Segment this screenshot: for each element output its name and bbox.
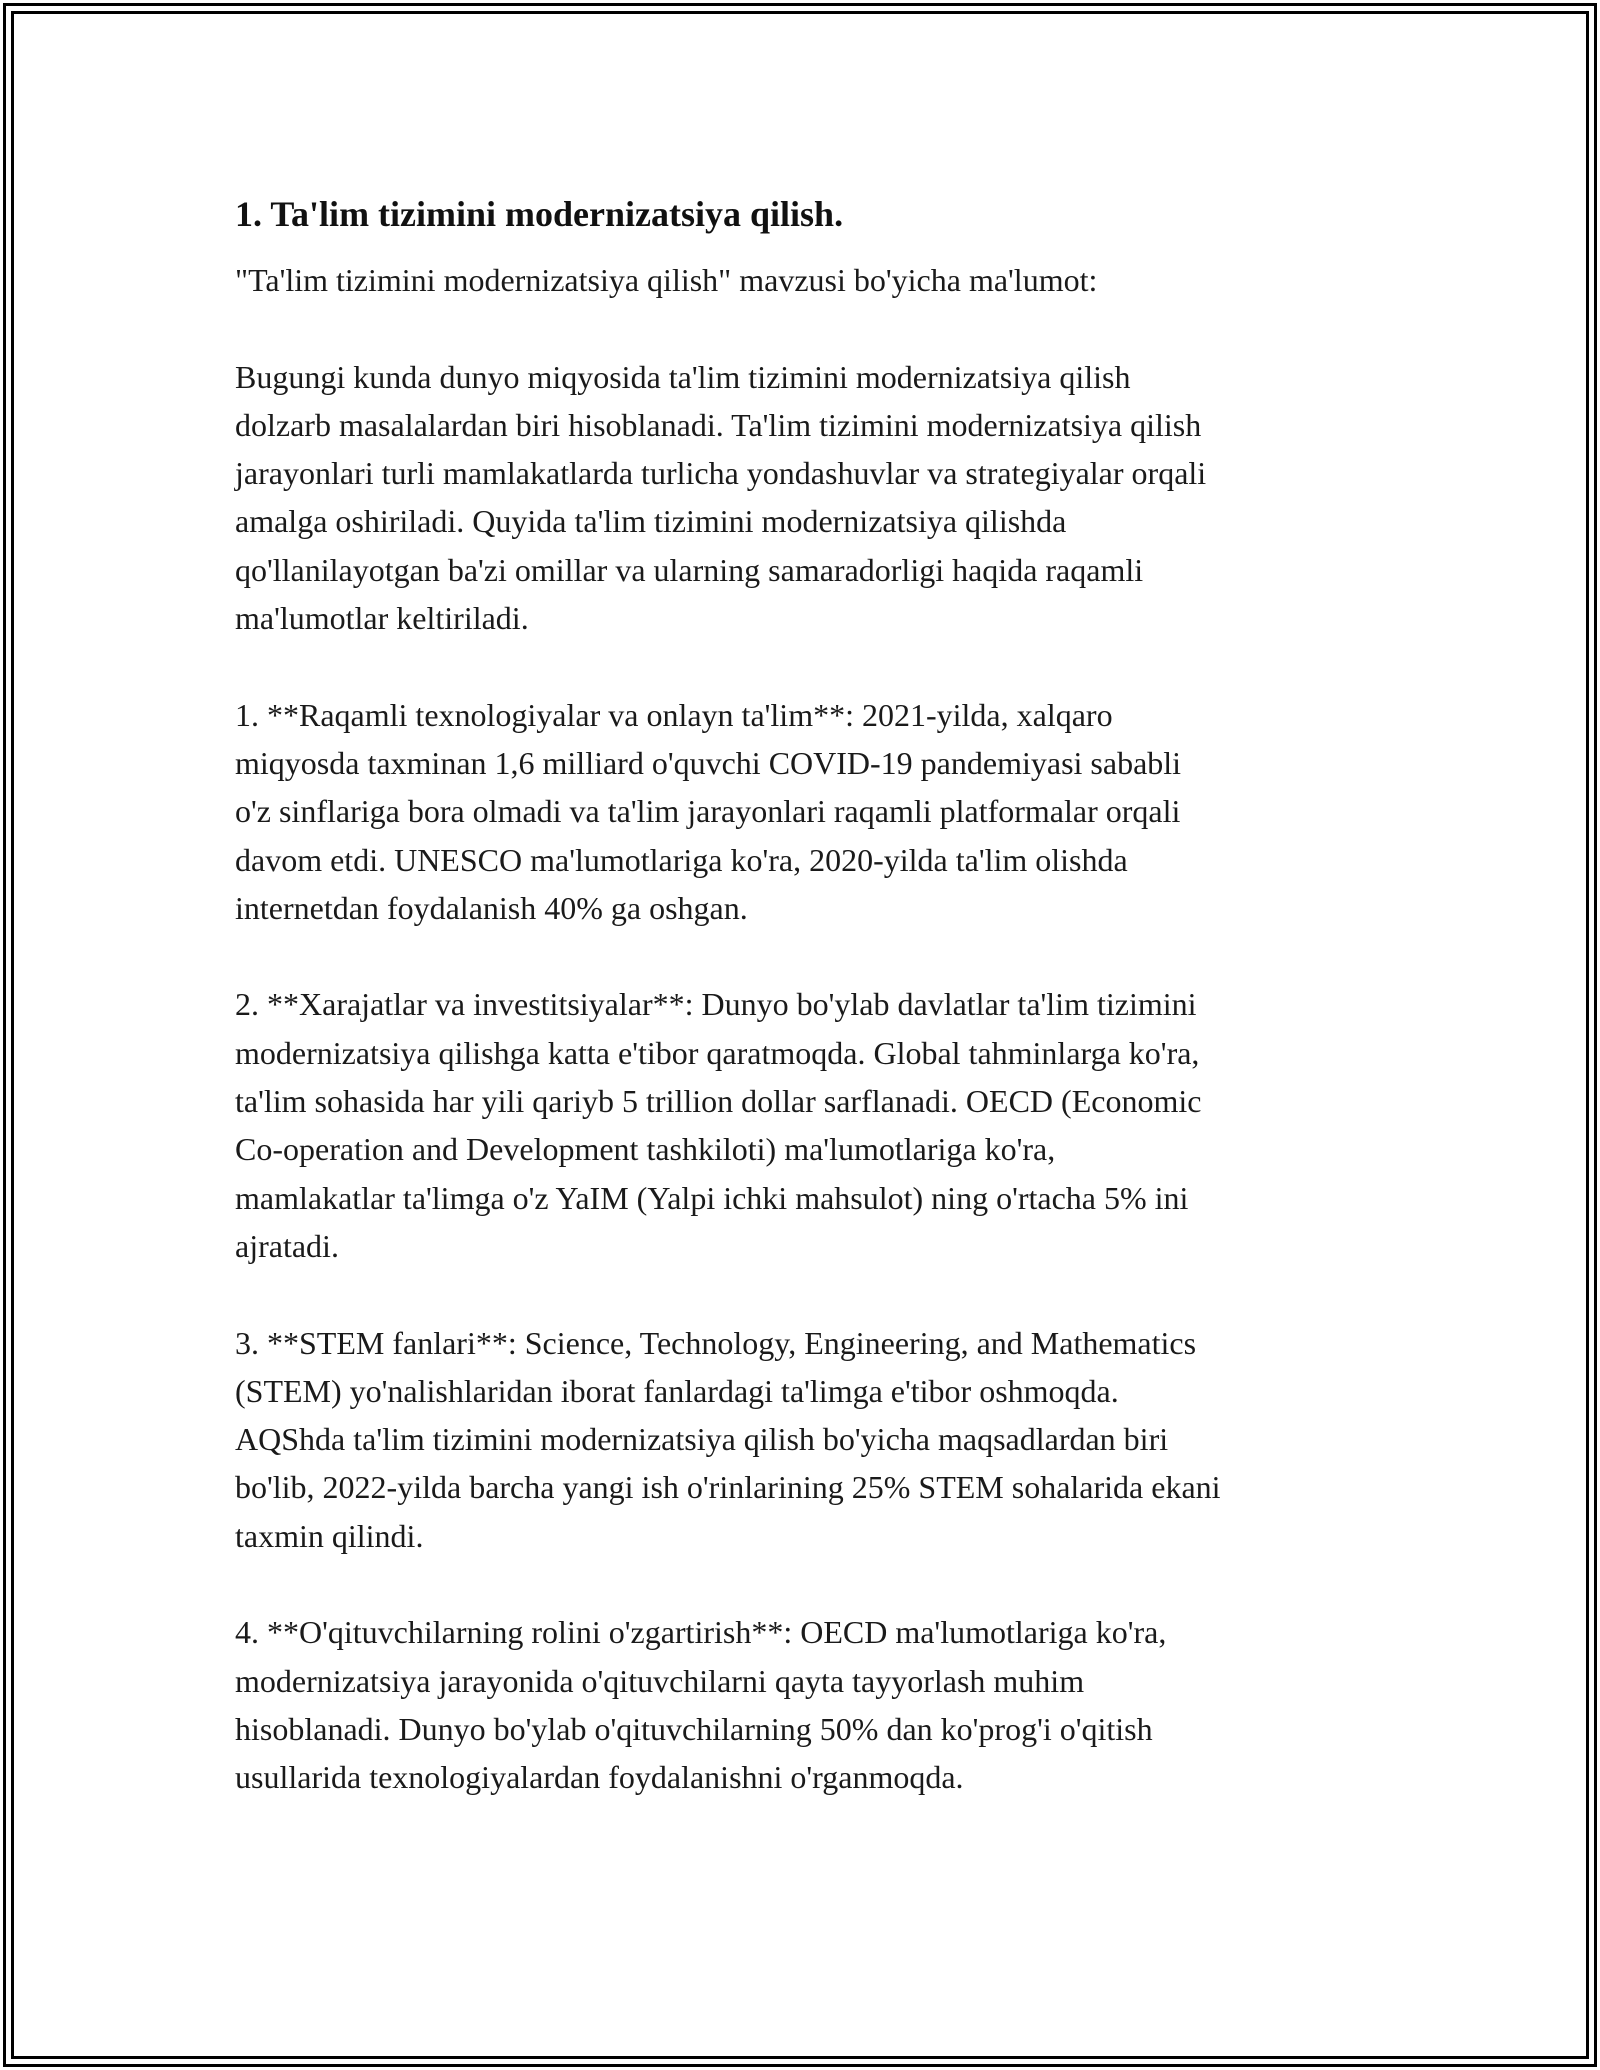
text-line: 3. **STEM fanlari**: Science, Technology, Engineering, and Mathematics (235, 1324, 1197, 1361)
text-line: Bugungi kunda dunyo miqyosida ta'lim tizimini modernizatsiya qilish (235, 358, 1131, 395)
text-line: hisoblanadi. Dunyo bo'ylab o'qituvchilarning 50% dan ko'prog'i o'qitish (235, 1710, 1153, 1747)
text-line: jarayonlari turli mamlakatlarda turlicha yondashuvlar va strategiyalar orqali (235, 455, 1207, 492)
list-item-1-paragraph (235, 691, 1385, 932)
text-line: ta'lim sohasida har yili qariyb 5 trillion dollar sarflanadi. OECD (Economic (235, 1083, 1202, 1120)
intro-paragraph (235, 256, 1385, 304)
text-line: taxmin qilindi. (235, 1517, 424, 1554)
text-line: o'z sinflariga bora olmadi va ta'lim jarayonlari raqamli platformalar orqali (235, 793, 1181, 830)
text-line: modernizatsiya jarayonida o'qituvchilarni qayta tayyorlash muhim (235, 1662, 1085, 1699)
list-item-2-paragraph (235, 980, 1385, 1270)
text-line: (STEM) yo'nalishlaridan iborat fanlardagi ta'limga e'tibor oshmoqda. (235, 1372, 1119, 1409)
text-line: miqyosda taxminan 1,6 milliard o'quvchi COVID-19 pandemiyasi sababli (235, 744, 1182, 781)
text-line: bo'lib, 2022-yilda barcha yangi ish o'rinlarining 25% STEM sohalarida ekani (235, 1469, 1221, 1506)
list-item-4-paragraph (235, 1608, 1385, 1801)
text-line: 4. **O'qituvchilarning rolini o'zgartirish**: OECD ma'lumotlariga ko'ra, (235, 1614, 1167, 1651)
text-line: 1. **Raqamli texnologiyalar va onlayn ta'lim**: 2021-yilda, xalqaro (235, 696, 1113, 733)
text-line: ma'lumotlar keltiriladi. (235, 600, 529, 637)
text-line: amalga oshiriladi. Quyida ta'lim tizimini modernizatsiya qilishda (235, 503, 1067, 540)
text-line: Co-operation and Development tashkiloti) ma'lumotlariga ko'ra, (235, 1131, 1056, 1168)
text-line: internetdan foydalanish 40% ga oshgan. (235, 889, 748, 926)
text-line: davom etdi. UNESCO ma'lumotlariga ko'ra, 2020-yilda ta'lim olishda (235, 841, 1128, 878)
text-line: modernizatsiya qilishga katta e'tibor qaratmoqda. Global tahminlarga ko'ra, (235, 1034, 1200, 1071)
text-line: 2. **Xarajatlar va investitsiyalar**: Dunyo bo'ylab davlatlar ta'lim tizimini (235, 986, 1197, 1023)
text-line: dolzarb masalalardan biri hisoblanadi. Ta'lim tizimini modernizatsiya qilish (235, 406, 1202, 443)
text-line: "Ta'lim tizimini modernizatsiya qilish" mavzusi bo'yicha ma'lumot: (235, 262, 1098, 298)
text-line: mamlakatlar ta'limga o'z YaIM (Yalpi ichki mahsulot) ning o'rtacha 5% ini (235, 1179, 1189, 1216)
text-line: ajratadi. (235, 1227, 339, 1264)
text-line: AQShda ta'lim tizimini modernizatsiya qilish bo'yicha maqsadlardan biri (235, 1421, 1169, 1458)
text-line: qo'llanilayotgan ba'zi omillar va ularning samaradorligi haqida raqamli (235, 551, 1144, 588)
list-item-3-paragraph (235, 1319, 1385, 1560)
document-body (235, 190, 1385, 1850)
overview-paragraph (235, 353, 1385, 643)
text-line: usullarida texnologiyalardan foydalanishni o'rganmoqda. (235, 1759, 964, 1796)
document-title: 1. Ta'lim tizimini modernizatsiya qilish. (235, 194, 844, 234)
